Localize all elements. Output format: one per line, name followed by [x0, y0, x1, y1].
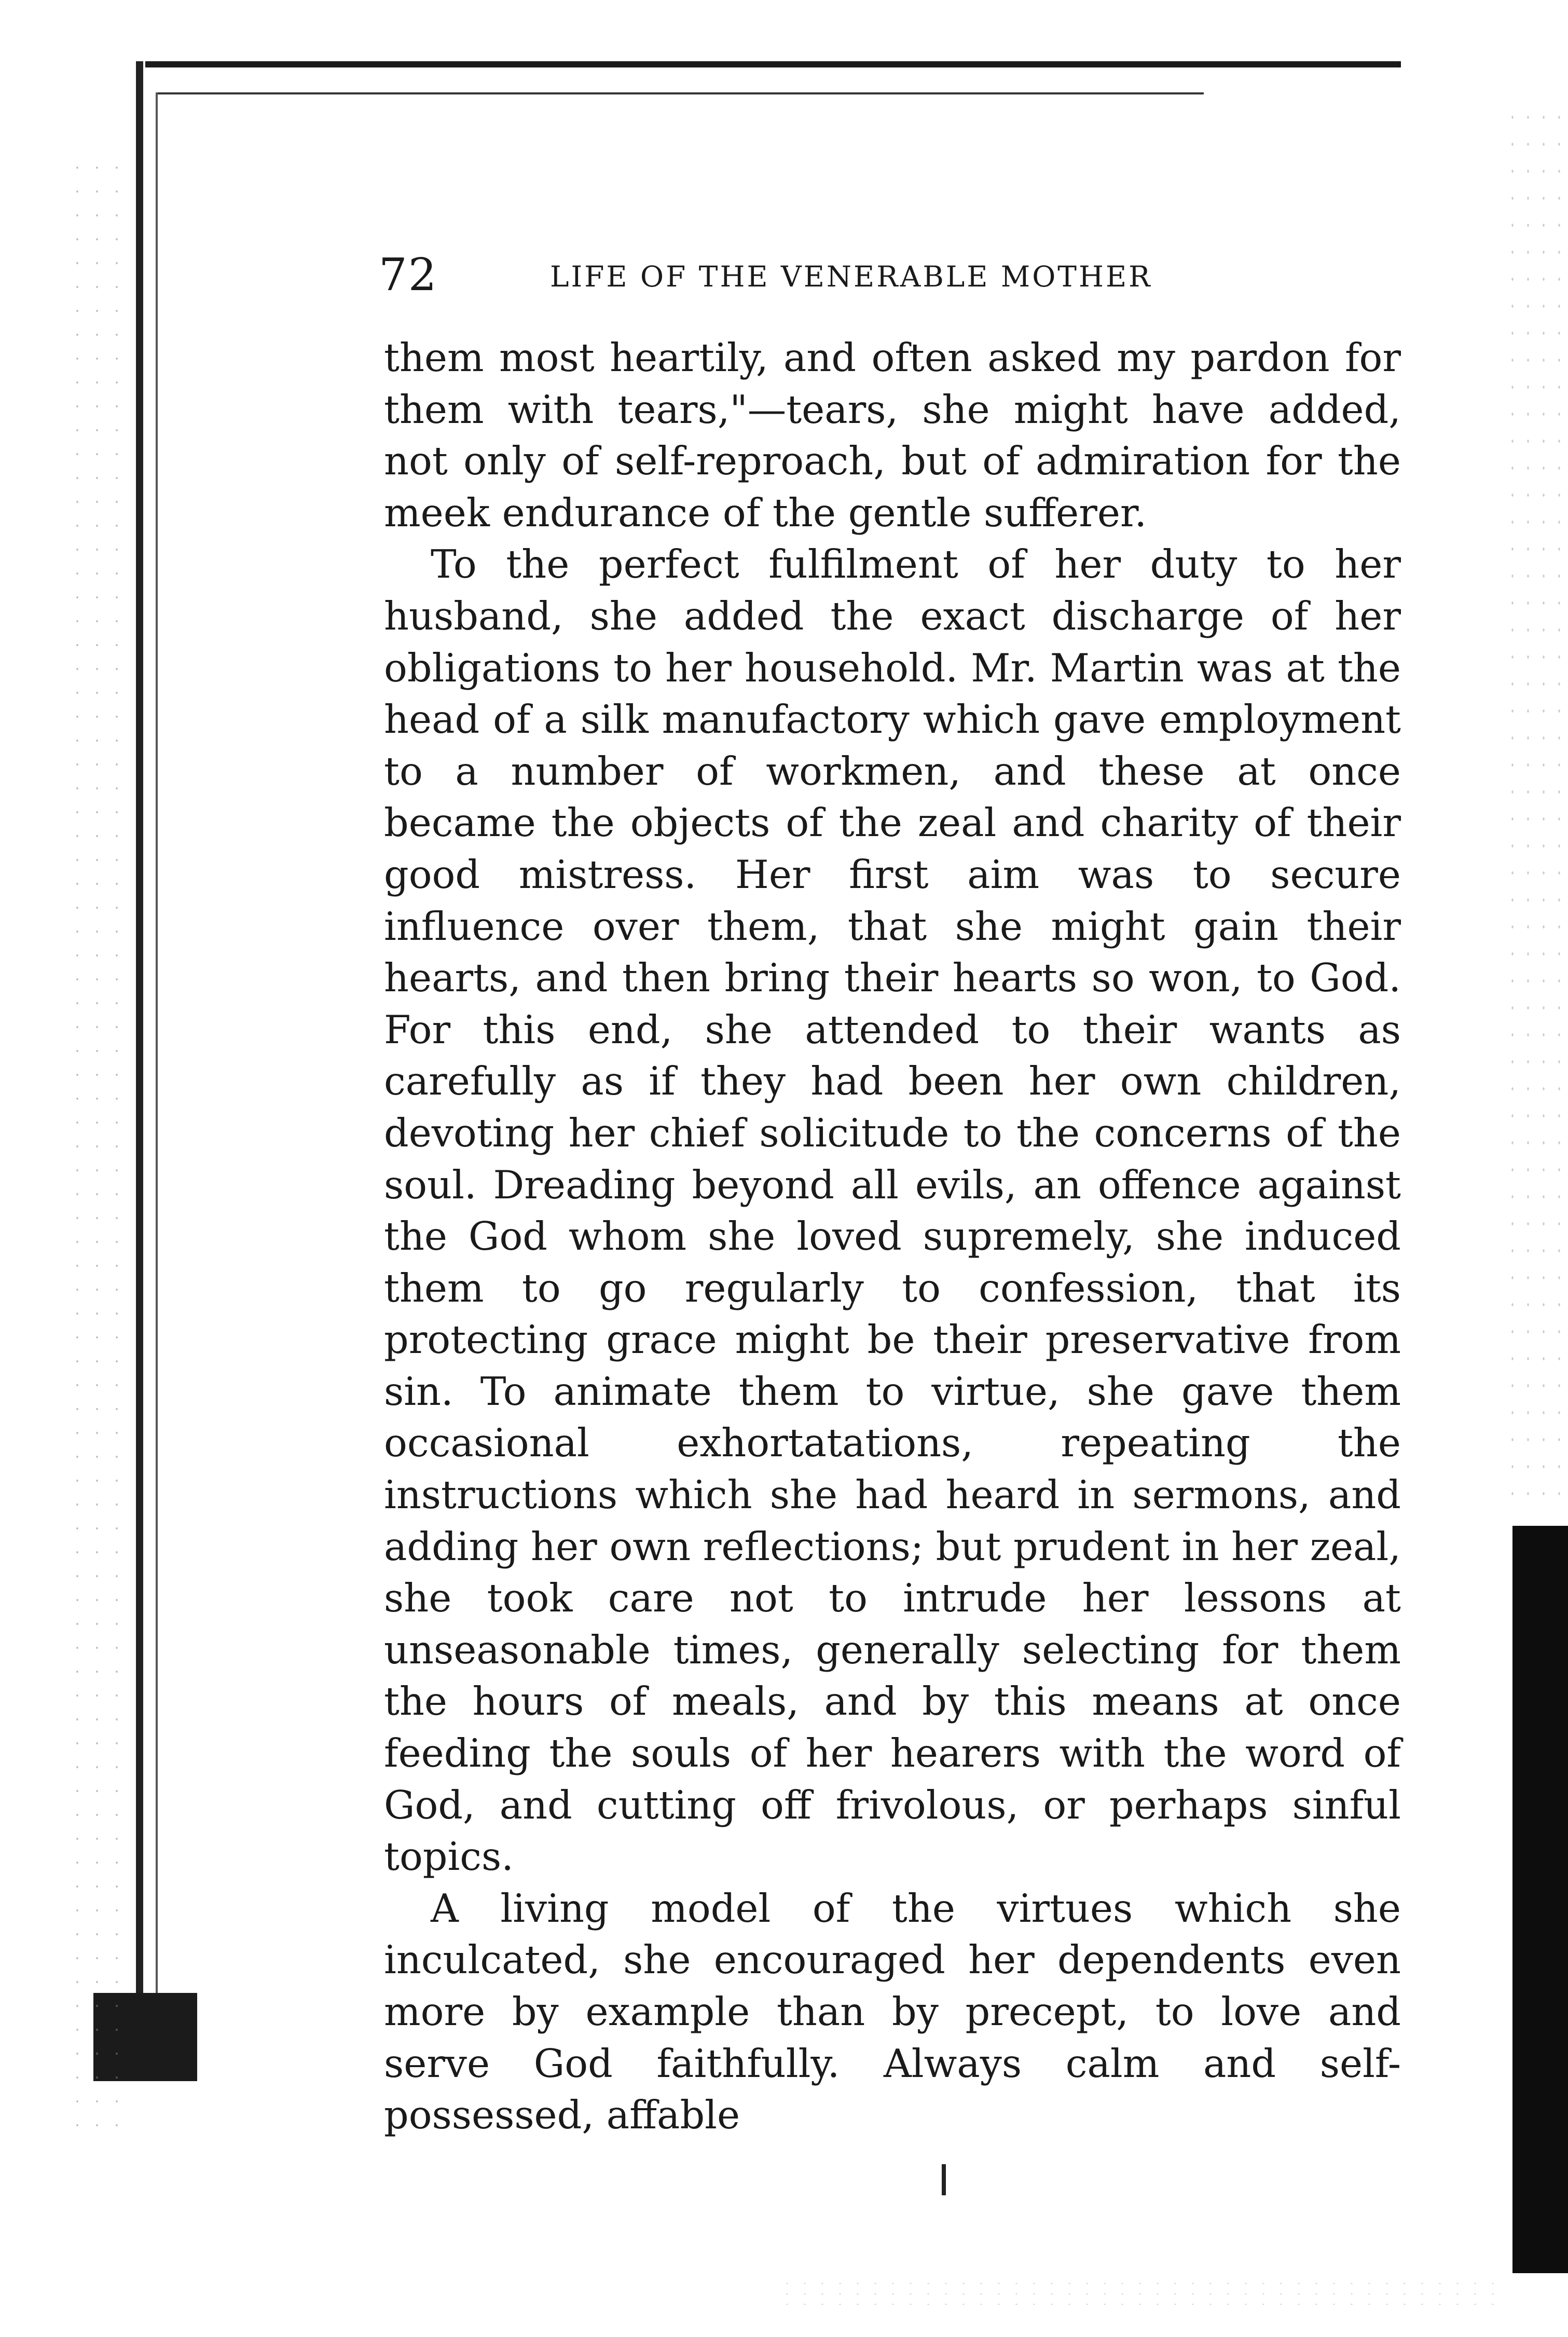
- body-text: [384, 332, 1401, 2141]
- running-title: LIFE OF THE VENERABLE MOTHER: [550, 260, 1152, 293]
- paragraph: To the perfect fulfilment of her duty to her husband, she added the exact discharge of her obligations to her household. Mr. Martin was at the head of a silk manufactory which gave employment to a number of workmen, and these at once became the objects of the zeal and charity of their good mistress. Her first aim was to secure influence over them, that she might gain their hearts, and then bring their hearts so won, to God. For this end, she attended to their wants as carefully as if they had been her own children, devoting her chief solicitude to the concerns of the soul. Dreading beyond all evils, an offence against the God whom she loved supremely, she induced them to go regularly to confession, that its protecting grace might be their preservative from sin. To animate them to virtue, she gave them occasional exhortatations, repeating the instructions which she had heard in sermons, and adding her own reflections; but prudent in her zeal, she took care not to intrude her lessons at unseasonable times, generally selecting for them the hours of meals, and by this means at once feeding the souls of her hearers with the word of God, and cutting off frivolous, or perhaps sinful topics.: [384, 542, 1401, 1880]
- scan-noise-right: [1505, 104, 1562, 1505]
- scan-mark: [942, 2164, 946, 2195]
- page-frame-rule: [156, 92, 1204, 94]
- paragraph: A living model of the virtues which she inculcated, she encouraged her dependents even more by example than by precept, to love and serve God faithfully. Always calm and self-possessed, affable: [384, 1885, 1401, 2138]
- paragraph-continued: them most heartily, and often asked my pardon for them with tears,"—tears, she might have added, not only of self-reproach, but of admiration for the meek endurance of the gentle sufferer.: [384, 335, 1401, 536]
- scan-noise-left: [67, 156, 130, 2128]
- page-frame-top-edge: [145, 61, 1401, 67]
- page-number: 72: [379, 249, 438, 301]
- scan-shadow-right: [1512, 1526, 1568, 2273]
- page-frame-left-rule: [156, 92, 158, 2059]
- running-head: [379, 247, 1204, 304]
- page-frame-left-edge: [136, 61, 143, 2075]
- scan-noise-bottom: [778, 2278, 1505, 2309]
